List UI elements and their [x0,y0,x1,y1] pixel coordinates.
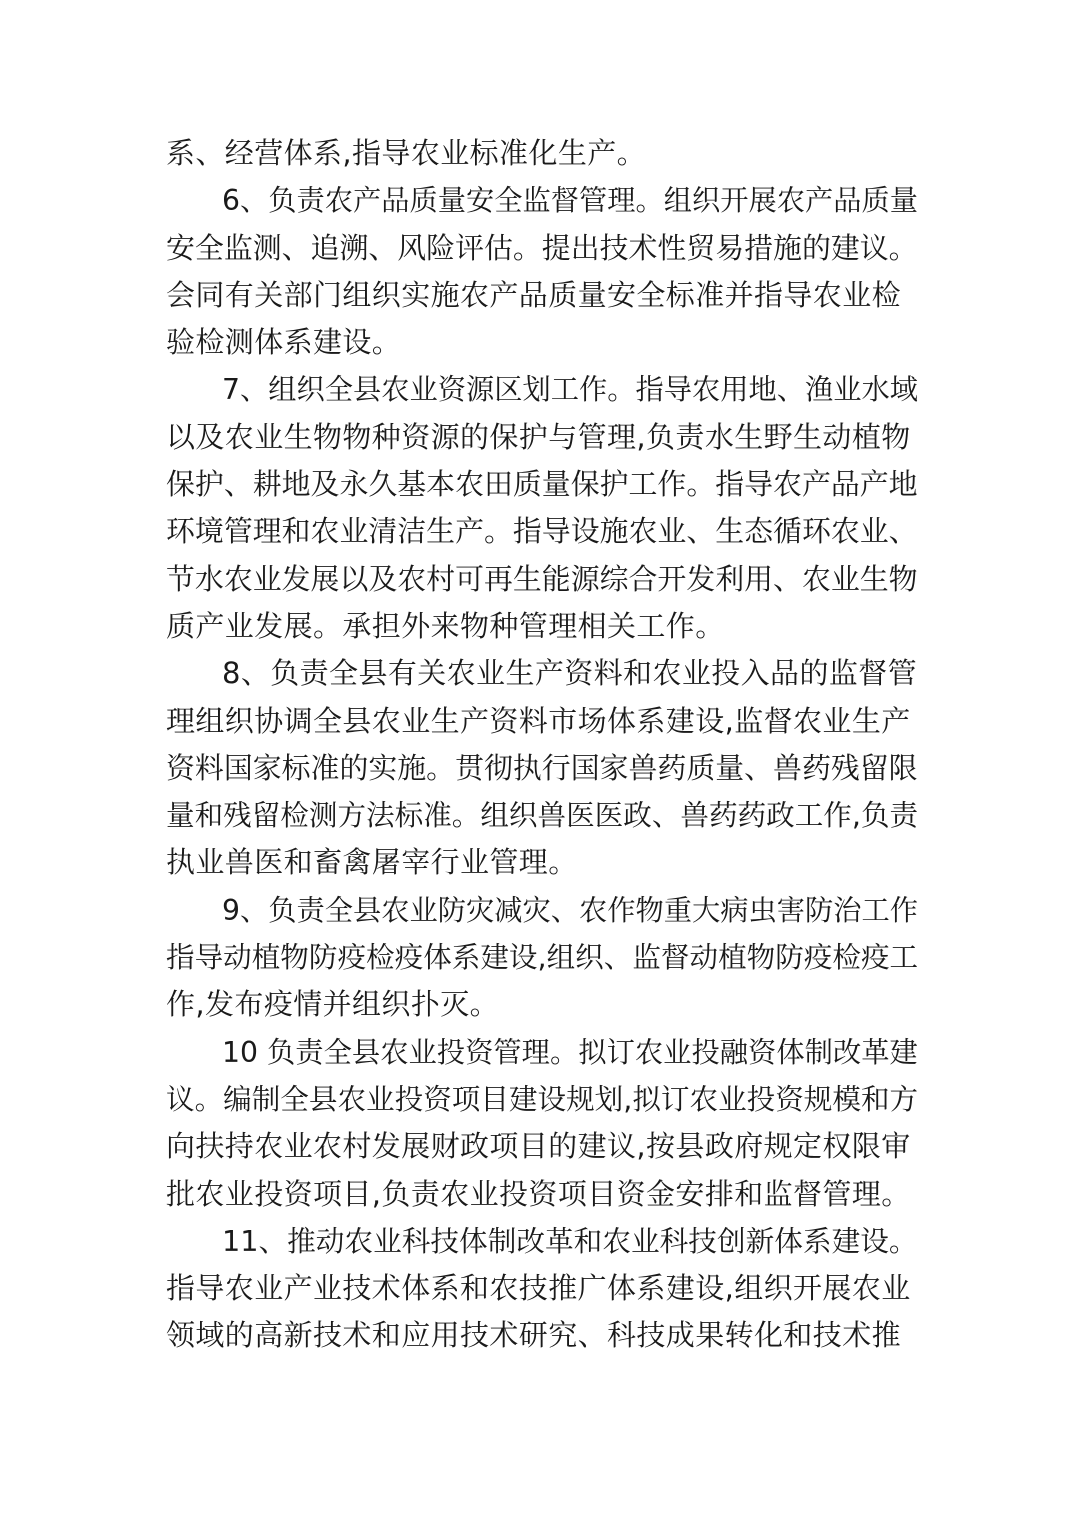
text-line: 理组织协调全县农业生产资料市场体系建设,监督农业生产 [166,703,911,738]
paragraph-first-line: 11、推动农业科技体制改革和农业科技创新体系建设。 [222,1223,918,1258]
text-line: 指导农业产业技术体系和农技推广体系建设,组织开展农业 [166,1271,911,1306]
text-line: 向扶持农业农村发展财政项目的建议,按县政府规定权限审 [166,1129,911,1164]
paragraph-first-line: 8、负责全县有关农业生产资料和农业投入品的监督管 [222,656,918,691]
text-line: 环境管理和农业清洁生产。指导设施农业、生态循环农业、 [166,514,918,549]
text-line: 执业兽医和畜禽屠宰行业管理。 [166,845,578,880]
text-line: 会同有关部门组织实施农产品质量安全标准并指导农业检 [166,277,902,312]
text-line: 指导动植物防疫检疫体系建设,组织、监督动植物防疫检疫工 [166,940,919,975]
text-line: 以及农业生物物种资源的保护与管理,负责水生野生动植物 [166,419,911,454]
paragraph-first-line: 6、负责农产品质量安全监督管理。组织开展农产品质量 [222,184,918,218]
text-line: 保护、耕地及永久基本农田质量保护工作。指导农产品产地 [166,467,918,502]
text-line: 量和残留检测方法标准。组织兽医医政、兽药药政工作,负责 [166,798,919,833]
text-line: 验检测体系建设。 [166,325,402,360]
paragraph-first-line: 9、负责全县农业防灾减灾、农作物重大病虫害防治工作 [222,893,918,927]
text-line: 安全监测、追溯、风险评估。提出技术性贸易措施的建议。 [166,230,918,265]
text-line: 系、经营体系,指导农业标准化生产。 [166,136,647,170]
paragraph-first-line: 7、组织全县农业资源区划工作。指导农用地、渔业水域 [222,373,918,407]
text-line: 作,发布疫情并组织扑灭。 [166,987,500,1022]
document-body [166,130,918,1360]
text-line: 质产业发展。承担外来物种管理相关工作。 [166,608,725,643]
text-line: 领域的高新技术和应用技术研究、科技成果转化和技术推 [166,1318,902,1353]
text-line: 批农业投资项目,负责农业投资项目资金安排和监督管理。 [166,1176,911,1211]
paragraph-first-line: 10 负责全县农业投资管理。拟订农业投融资体制改革建 [222,1035,918,1069]
text-line: 议。编制全县农业投资项目建设规划,拟订农业投资规模和方 [166,1081,919,1116]
text-line: 节水农业发展以及农村可再生能源综合开发利用、农业生物 [166,561,918,596]
text-line: 资料国家标准的实施。贯彻执行国家兽药质量、兽药残留限 [166,750,918,785]
